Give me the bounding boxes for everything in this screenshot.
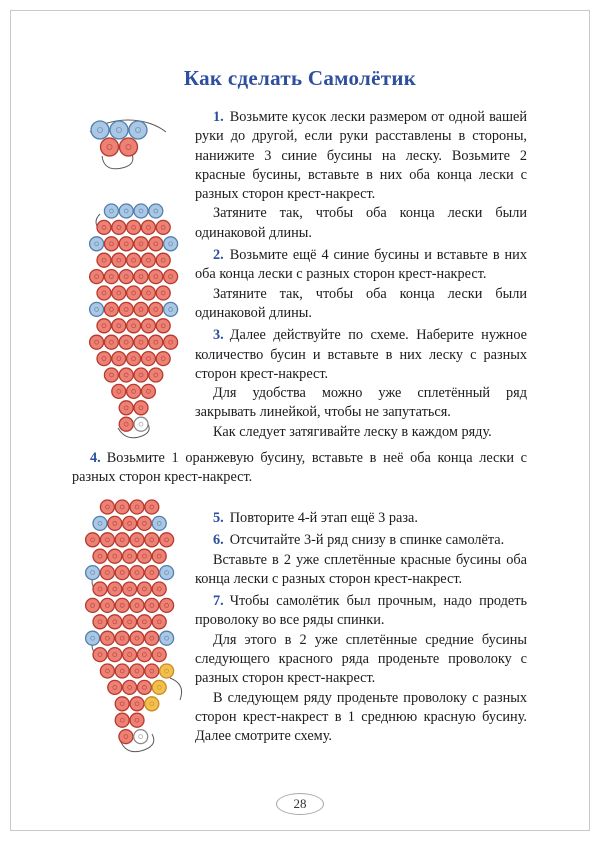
step-paragraph — [195, 326, 527, 384]
step-paragraph — [72, 449, 527, 488]
steps-column-2 — [195, 509, 527, 747]
bead-diagram-start — [84, 114, 184, 182]
step-paragraph — [195, 384, 527, 423]
thread-line — [170, 678, 182, 700]
step-paragraph — [195, 246, 527, 285]
page-number: 28 — [276, 793, 324, 815]
step-paragraph — [195, 285, 527, 324]
step-number: 4. — [90, 450, 101, 466]
step-paragraph — [195, 108, 527, 204]
step-paragraph — [195, 689, 527, 747]
step-number: 1. — [213, 109, 224, 125]
step-text: Затяните так, чтобы оба конца лески были одинаковой длины. — [195, 285, 527, 321]
step-paragraph — [195, 204, 527, 243]
step-paragraph — [195, 509, 527, 528]
step-text: Вставьте в 2 уже сплетённые красные бусины оба конца лески с разных сторон крест-накрест. — [195, 551, 527, 587]
step-text: Повторите 4-й этап ещё 3 раза. — [229, 510, 418, 526]
step-text: Затяните так, чтобы оба конца лески были одинаковой длины. — [195, 205, 527, 241]
step-4-block — [72, 449, 527, 488]
bead-diagram-main — [88, 200, 206, 448]
step-number: 5. — [213, 510, 224, 526]
step-text: Возьмите кусок лески размером от одной вашей руки до другой, если руки расставлены в стороны, нанижите 3 синие бусины на леску. Возьмите 2 красные бусины, вставьте в них оба конца лески с разных сторон крест-накрест. — [195, 109, 527, 203]
page-footer — [0, 793, 600, 815]
step-text: Для удобства можно уже сплетённый ряд закрывать линейкой, чтобы не запутаться. — [195, 385, 527, 421]
step-number: 2. — [213, 247, 224, 264]
step-paragraph — [195, 531, 527, 550]
step-paragraph — [195, 551, 527, 590]
step-paragraph — [195, 631, 527, 689]
steps-column-1 — [195, 108, 527, 442]
step-text: Далее действуйте по схеме. Наберите нужное количество бусин и вставьте в них леску с разных сторон крест-накрест. — [195, 327, 527, 382]
step-text: Как следует затягивайте леску в каждом ряду. — [213, 423, 492, 440]
step-number: 7. — [213, 593, 224, 610]
page-title: Как сделать Самолётик — [183, 66, 417, 90]
step-text: Для этого в 2 уже сплетённые средние бусины следующего красного ряда проденьте проволоку с разных сторон крест-накрест. — [195, 631, 527, 687]
step-text: Отсчитайте 3-й ряд снизу в спинке самолёта. — [229, 532, 505, 549]
step-paragraph — [195, 423, 527, 442]
step-text: В следующем ряду проденьте проволоку с разных сторон крест-накрест в 1 среднюю красную бусину. Далее смотрите схему. — [195, 689, 527, 745]
step-text: Чтобы самолётик был прочным, надо продеть проволоку во все ряды спинки. — [195, 593, 527, 629]
step-number: 6. — [213, 532, 224, 549]
step-paragraph — [195, 592, 527, 631]
step-text: Возьмите ещё 4 синие бусины и вставьте в них оба конца лески с разных сторон крест-накрест. — [195, 247, 527, 283]
step-text: Возьмите 1 оранжевую бусину, вставьте в неё оба конца лески с разных сторон крест-накрест. — [72, 450, 527, 486]
step-number: 3. — [213, 327, 224, 344]
